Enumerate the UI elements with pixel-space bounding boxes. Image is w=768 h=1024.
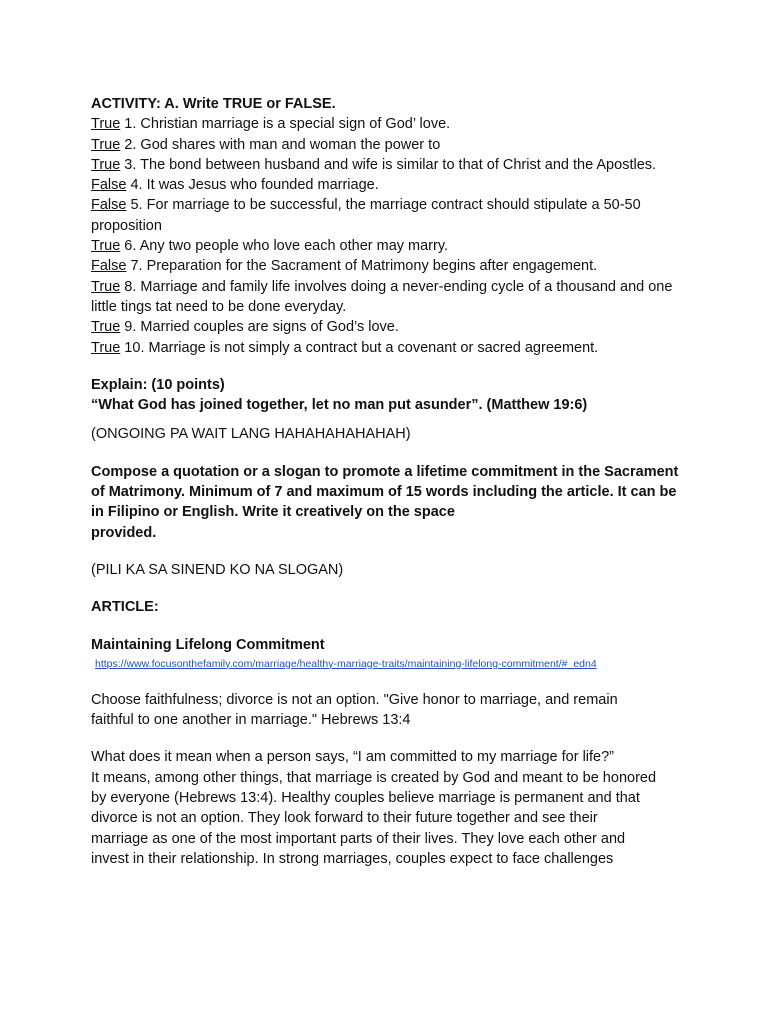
article-paragraph-line: invest in their relationship. In strong marriages, couples expect to face challenges [91,850,614,867]
article-paragraph-line: marriage as one of the most important parts of their lives. They love each other and [91,830,626,847]
article-source-link[interactable]: https://www.focusonthefamily.com/marriage/healthy-marriage-traits/maintaining-lifelong-commitment/#_edn4 [95,657,597,670]
article-label: ARTICLE: [91,599,159,616]
list-item [91,114,691,134]
item-text: 1. Christian marriage is a special sign of God’ love. [120,116,451,133]
article-paragraph-line: by everyone (Hebrews 13:4). Healthy couples believe marriage is permanent and that [91,790,640,807]
item-answer: True [91,278,121,295]
item-answer: False [91,258,127,275]
list-item [91,338,691,358]
article-paragraph-line: faithful to one another in marriage." Hebrews 13:4 [91,712,411,729]
item-answer: True [91,319,121,336]
item-text: 7. Preparation for the Sacrament of Matrimony begins after engagement. [126,258,598,275]
list-item [91,135,691,155]
article-title: Maintaining Lifelong Commitment [91,636,325,653]
article-paragraph-line: Choose faithfulness; divorce is not an option. "Give honor to marriage, and remain [91,691,618,708]
item-text: 8. Marriage and family life involves doing a never-ending cycle of a thousand and one little tings tat need to be done everyday. [91,278,673,315]
item-answer: True [91,339,121,356]
list-item [91,256,691,276]
item-answer: True [91,156,121,173]
document-content [91,94,691,869]
explain-note: (ONGOING PA WAIT LANG HAHAHAHAHAHAH) [91,426,411,443]
item-text: 3. The bond between husband and wife is similar to that of Christ and the Apostles. [120,156,657,173]
explain-quote: “What God has joined together, let no man put asunder”. (Matthew 19:6) [91,397,588,414]
item-answer: True [91,136,121,153]
list-item [91,236,691,256]
list-item [91,317,691,337]
list-item [91,175,691,195]
activity-heading: ACTIVITY: A. Write TRUE or FALSE. [91,96,336,112]
compose-instruction-line: provided. [91,524,157,541]
item-text: 10. Marriage is not simply a contract but a covenant or sacred agreement. [120,339,599,356]
item-answer: True [91,238,121,255]
explain-heading: Explain: (10 points) [91,376,225,393]
list-item [91,277,691,318]
item-answer: False [91,177,127,194]
item-text: 4. It was Jesus who founded marriage. [126,177,379,194]
compose-instruction-line: of Matrimony. Minimum of 7 and maximum of 15 words including the article. It can be [91,484,677,501]
item-text: 2. God shares with man and woman the power to [120,136,441,153]
article-paragraph-line: divorce is not an option. They look forward to their future together and see their [91,810,598,827]
item-text: 9. Married couples are signs of God’s love. [120,319,399,336]
compose-note: (PILI KA SA SINEND KO NA SLOGAN) [91,561,344,578]
item-text: 5. For marriage to be successful, the marriage contract should stipulate a 50-50 proposition [91,197,641,234]
item-text: 6. Any two people who love each other may marry. [120,238,449,255]
article-paragraph-line: It means, among other things, that marriage is created by God and meant to be honored [91,769,657,786]
article-paragraph-line: What does it mean when a person says, “I am committed to my marriage for life?” [91,749,615,766]
compose-instruction-line: in Filipino or English. Write it creatively on the space [91,504,455,521]
item-answer: False [91,197,127,214]
true-false-list [91,114,691,358]
list-item [91,195,691,236]
item-answer: True [91,116,121,133]
list-item [91,155,691,175]
compose-instruction-line: Compose a quotation or a slogan to promote a lifetime commitment in the Sacrament [91,463,679,480]
